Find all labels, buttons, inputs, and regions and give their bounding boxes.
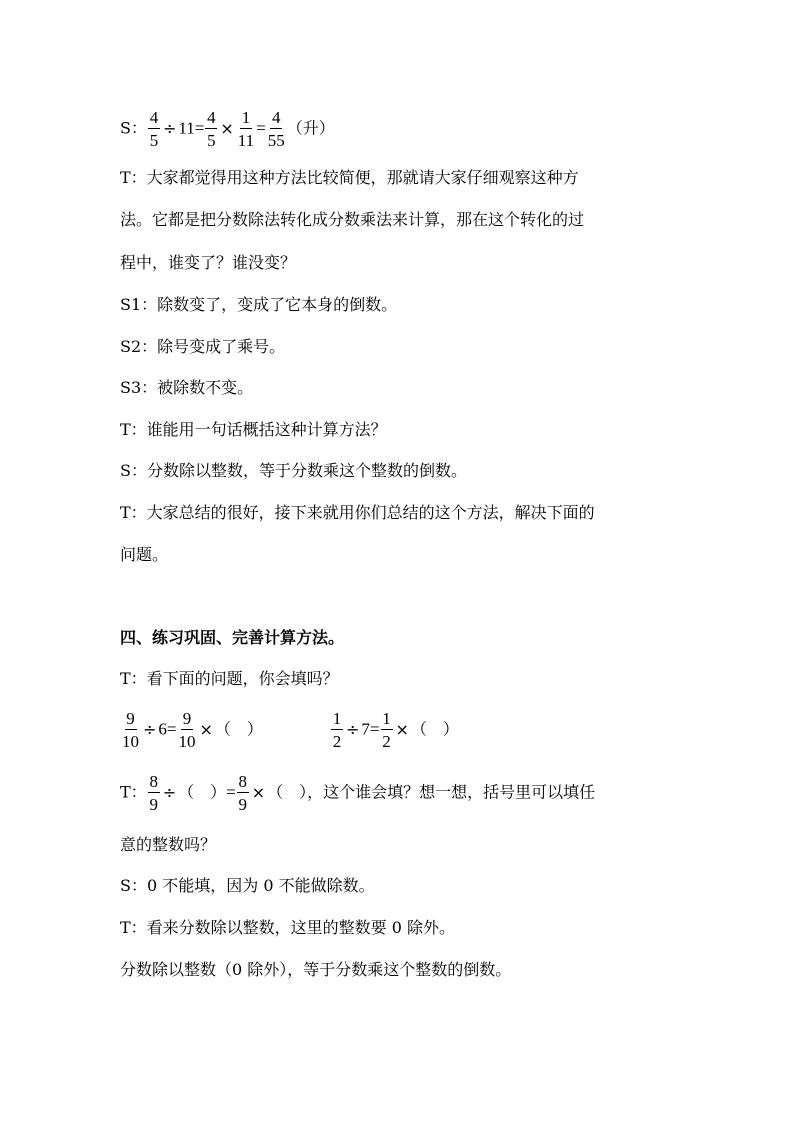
fraction: $\frac{1}{2}$ [332,709,342,751]
speaker-label: T： [120,782,147,802]
equation-line-1 [120,108,335,150]
fraction: $\frac{8}{9}$ [149,772,158,814]
fraction: $\frac{1}{2}$ [382,709,391,751]
paragraph-line: T：大家总结的很好，接下来就用你们总结的这个方法，解决下面的 [120,503,595,522]
paragraph-line: 程中，谁变了？谁没变？ [120,253,297,272]
multiply-sign: × [220,118,234,138]
fraction: $\frac{9}{10}$ [178,709,196,751]
equation-line-2 [120,772,595,814]
multiply-sign: × [395,719,409,739]
paragraph-line: 意的整数吗？ [120,835,217,854]
fraction: $\frac{8}{9}$ [238,772,247,814]
equals-sign: = [256,118,266,138]
fraction: $\frac{4}{55}$ [267,108,285,150]
exercise-2 [330,709,459,751]
divisor: 7= [361,719,380,739]
answer-blank: （ ） [214,719,263,739]
divide-sign: ÷ [346,719,360,739]
paragraph-line: T：大家都觉得用这种方法比较简便，那就请大家仔细观察这种方 [120,168,579,187]
student-answer-s2: S2：除号变成了乘号。 [120,337,286,356]
multiply-sign: × [199,719,213,739]
answer-blank: （ ） [178,782,227,802]
answer-blank: （ ） [267,782,308,802]
fraction: $\frac{9}{10}$ [122,709,139,751]
fraction: $\frac{4}{5}$ [207,108,216,150]
equals-sign: = [226,782,236,802]
divide-sign: ÷ [162,782,177,802]
fraction: $\frac{1}{11}$ [237,108,255,150]
paragraph-line: 问题。 [120,545,169,564]
divide-sign: ÷ [143,719,157,739]
divide-sign: ÷ [162,118,177,138]
multiply-sign: × [251,782,266,802]
exercise-1 [120,709,263,751]
student-answer-s3: S3：被除数不变。 [120,378,254,397]
answer-blank: （ ） [410,719,459,739]
fraction: $\frac{4}{5}$ [149,108,159,150]
paragraph-line: 法。它都是把分数除法转化成分数乘法来计算，那在这个转化的过 [120,210,585,229]
student-answer: S：0 不能填，因为 0 不能做除数。 [120,876,375,895]
dividend-integer: 11= [178,118,205,138]
divisor: 6= [158,719,177,739]
speaker-label: S： [120,118,147,138]
teacher-question: T：谁能用一句话概括这种计算方法？ [120,420,387,439]
paragraph-text: ，这个谁会填？想一想，括号里可以填任 [307,782,596,802]
unit-label: （升） [286,118,335,138]
teacher-statement: T：看来分数除以整数，这里的整数要 0 除外。 [120,918,456,937]
student-answer-s1: S1：除数变了，变成了它本身的倒数。 [120,295,398,314]
teacher-prompt: T：看下面的问题，你会填吗？ [120,669,339,688]
student-answer: S：分数除以整数，等于分数乘这个整数的倒数。 [120,461,467,480]
section-heading: 四、练习巩固、完善计算方法。 [120,628,345,647]
rule-statement: 分数除以整数（0 除外），等于分数乘这个整数的倒数。 [120,960,512,979]
